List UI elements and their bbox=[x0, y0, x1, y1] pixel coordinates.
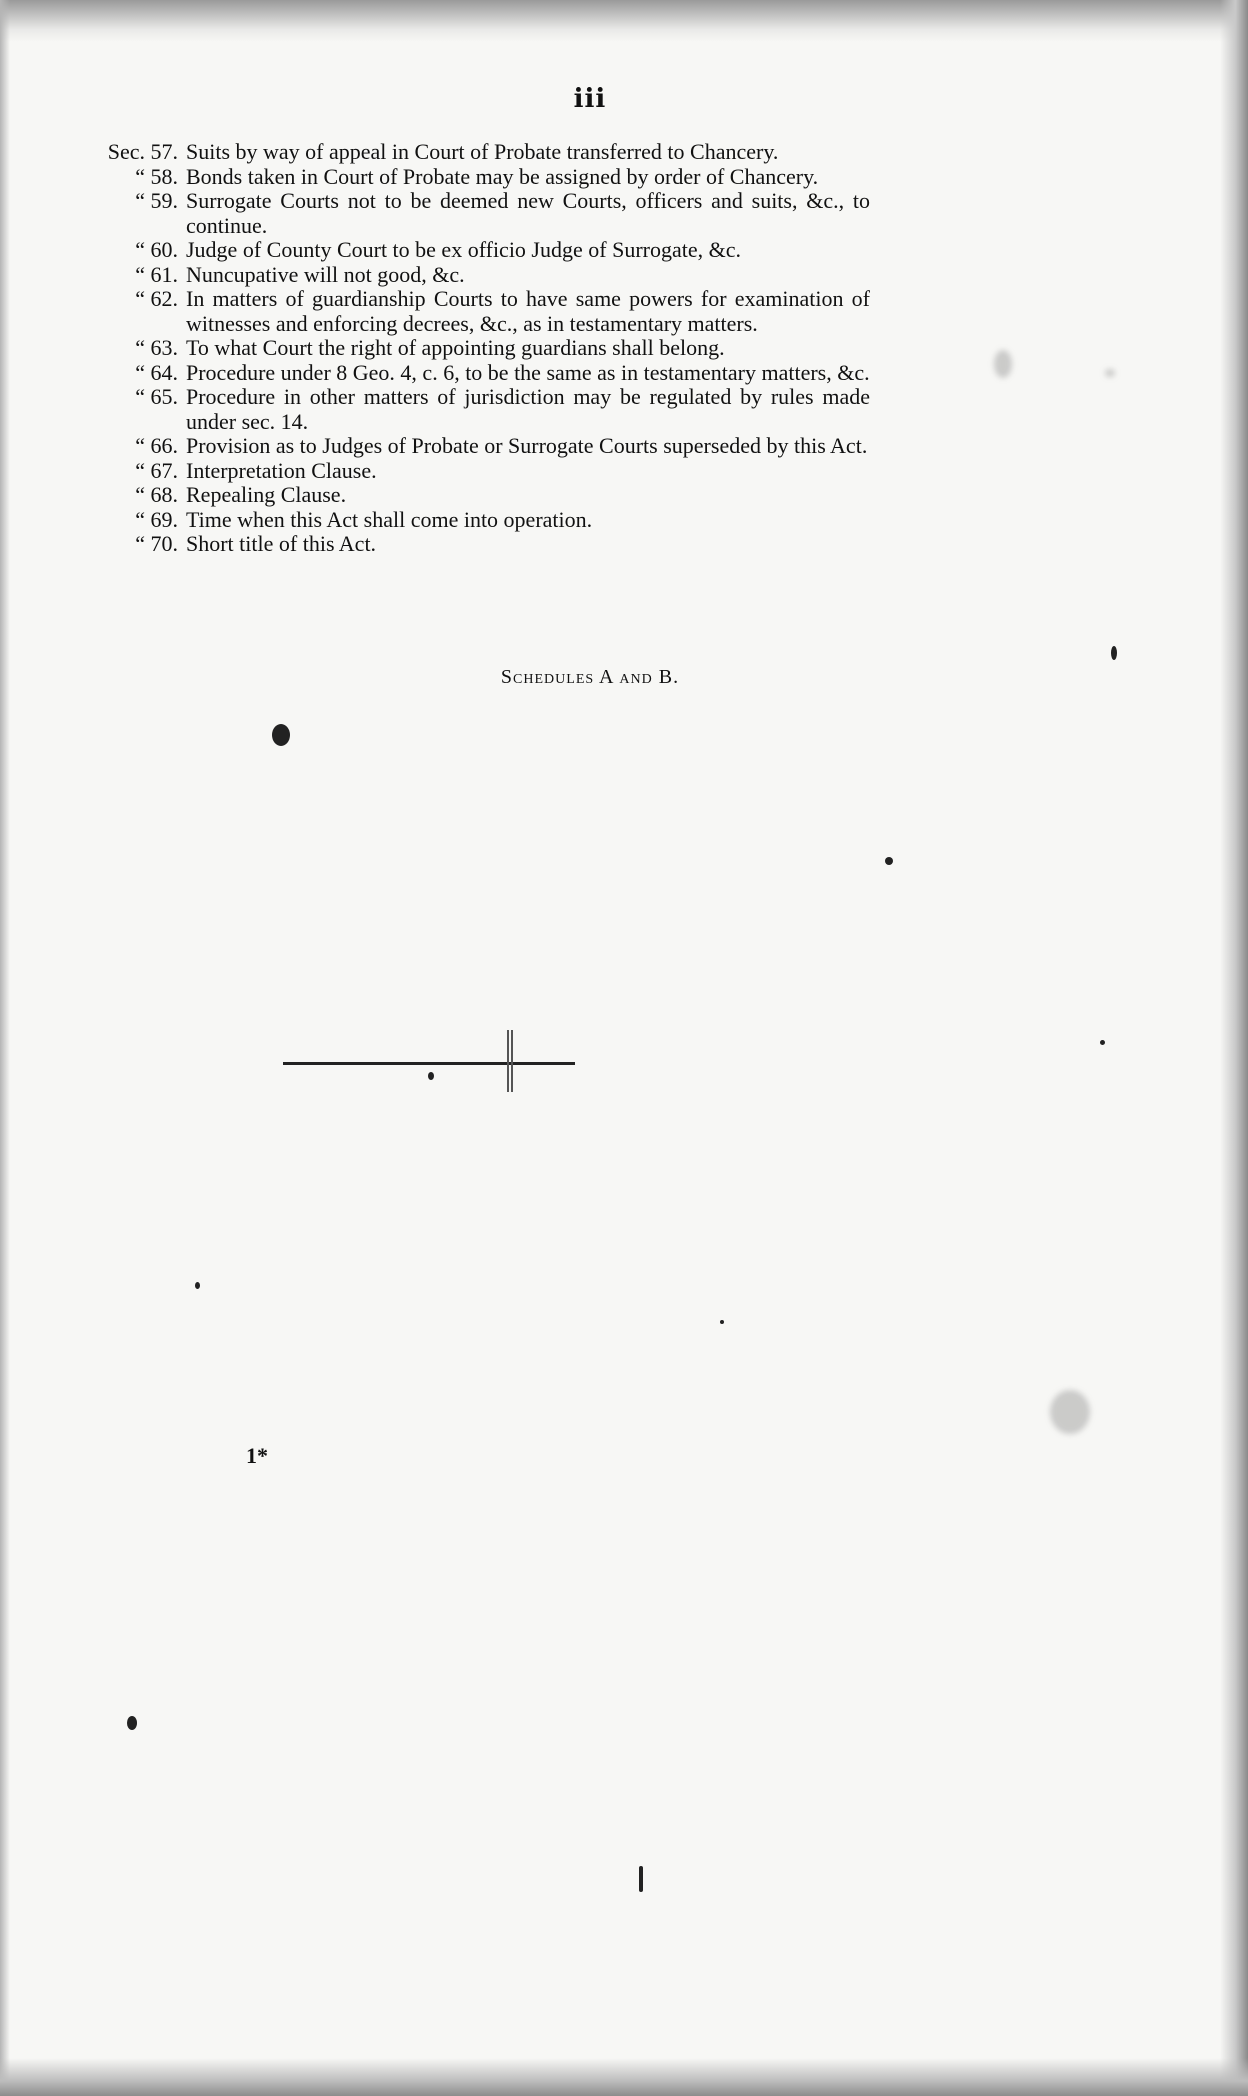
contents-entry bbox=[90, 508, 870, 533]
section-number: “ 65. bbox=[135, 384, 178, 409]
ink-speck bbox=[1111, 646, 1117, 660]
section-title: Bonds taken in Court of Probate may be assigned by order of Chancery. bbox=[186, 163, 819, 189]
section-number: “ 69. bbox=[135, 506, 178, 532]
section-number: “ 61. bbox=[135, 261, 178, 287]
contents-entry bbox=[90, 361, 870, 386]
divider-mark bbox=[507, 1030, 513, 1092]
schedules-heading: Schedules A and B. bbox=[500, 666, 680, 688]
contents-entry bbox=[90, 532, 870, 557]
section-title: Suits by way of appeal in Court of Probate transferred to Chancery. bbox=[186, 139, 779, 164]
section-title: Interpretation Clause. bbox=[186, 457, 377, 483]
ink-speck bbox=[127, 1716, 137, 1730]
page-number: iii bbox=[573, 84, 607, 114]
page-edge-left bbox=[0, 0, 10, 2096]
section-title: Procedure in other matters of jurisdiction may be regulated by rules made under sec. 14. bbox=[186, 384, 870, 434]
section-title: Judge of County Court to be ex officio Judge of Surrogate, &c. bbox=[186, 237, 741, 262]
scan-smudge bbox=[994, 350, 1012, 378]
ink-speck bbox=[195, 1282, 200, 1289]
section-title: Nuncupative will not good, &c. bbox=[186, 261, 465, 287]
contents-entry bbox=[90, 238, 870, 263]
page-edge-top bbox=[0, 0, 1248, 42]
page-edge-bottom bbox=[0, 2058, 1248, 2096]
section-number: “ 62. bbox=[135, 286, 178, 311]
ink-speck bbox=[428, 1072, 434, 1080]
section-number: “ 66. bbox=[135, 433, 178, 458]
section-number: “ 60. bbox=[135, 237, 178, 262]
scan-smudge bbox=[1050, 1390, 1090, 1434]
signature-mark: 1* bbox=[246, 1443, 268, 1468]
section-number: “ 68. bbox=[135, 482, 178, 507]
table-of-contents bbox=[90, 140, 870, 557]
contents-entry bbox=[90, 287, 870, 336]
contents-entry bbox=[90, 483, 870, 508]
ink-speck bbox=[639, 1866, 643, 1892]
section-title: Repealing Clause. bbox=[186, 482, 347, 507]
section-number: “ 63. bbox=[135, 335, 178, 360]
section-title: In matters of guardianship Courts to have same powers for examination of witnesses and enforcing decrees, &c., as in testamentary matters. bbox=[186, 286, 870, 336]
section-title: Surrogate Courts not to be deemed new Courts, officers and suits, &c., to continue. bbox=[186, 188, 870, 238]
section-number: “ 67. bbox=[135, 457, 178, 483]
section-title: Procedure under 8 Geo. 4, c. 6, to be the same as in testamentary matters, &c. bbox=[186, 359, 870, 385]
ink-speck bbox=[1100, 1040, 1105, 1045]
section-number: “ 64. bbox=[135, 359, 178, 385]
contents-entry bbox=[90, 140, 870, 165]
section-divider-rule bbox=[283, 1062, 575, 1065]
section-number: “ 58. bbox=[135, 163, 178, 189]
section-number: Sec. 57. bbox=[107, 139, 178, 164]
scan-smudge bbox=[1105, 369, 1115, 377]
section-number: “ 59. bbox=[135, 188, 178, 213]
section-title: Provision as to Judges of Probate or Surrogate Courts superseded by this Act. bbox=[186, 433, 868, 458]
section-number: “ 70. bbox=[135, 531, 178, 556]
contents-entry bbox=[90, 263, 870, 288]
ink-speck bbox=[720, 1320, 724, 1324]
contents-entry bbox=[90, 459, 870, 484]
contents-entry bbox=[90, 336, 870, 361]
section-title: Short title of this Act. bbox=[186, 531, 377, 556]
ink-speck bbox=[272, 724, 290, 746]
ink-speck bbox=[885, 857, 893, 865]
contents-entry bbox=[90, 165, 870, 190]
contents-entry bbox=[90, 189, 870, 238]
section-title: To what Court the right of appointing guardians shall belong. bbox=[186, 335, 725, 360]
page-edge-right bbox=[1220, 0, 1248, 2096]
contents-entry bbox=[90, 385, 870, 434]
contents-entry bbox=[90, 434, 870, 459]
section-title: Time when this Act shall come into operation. bbox=[186, 506, 593, 532]
